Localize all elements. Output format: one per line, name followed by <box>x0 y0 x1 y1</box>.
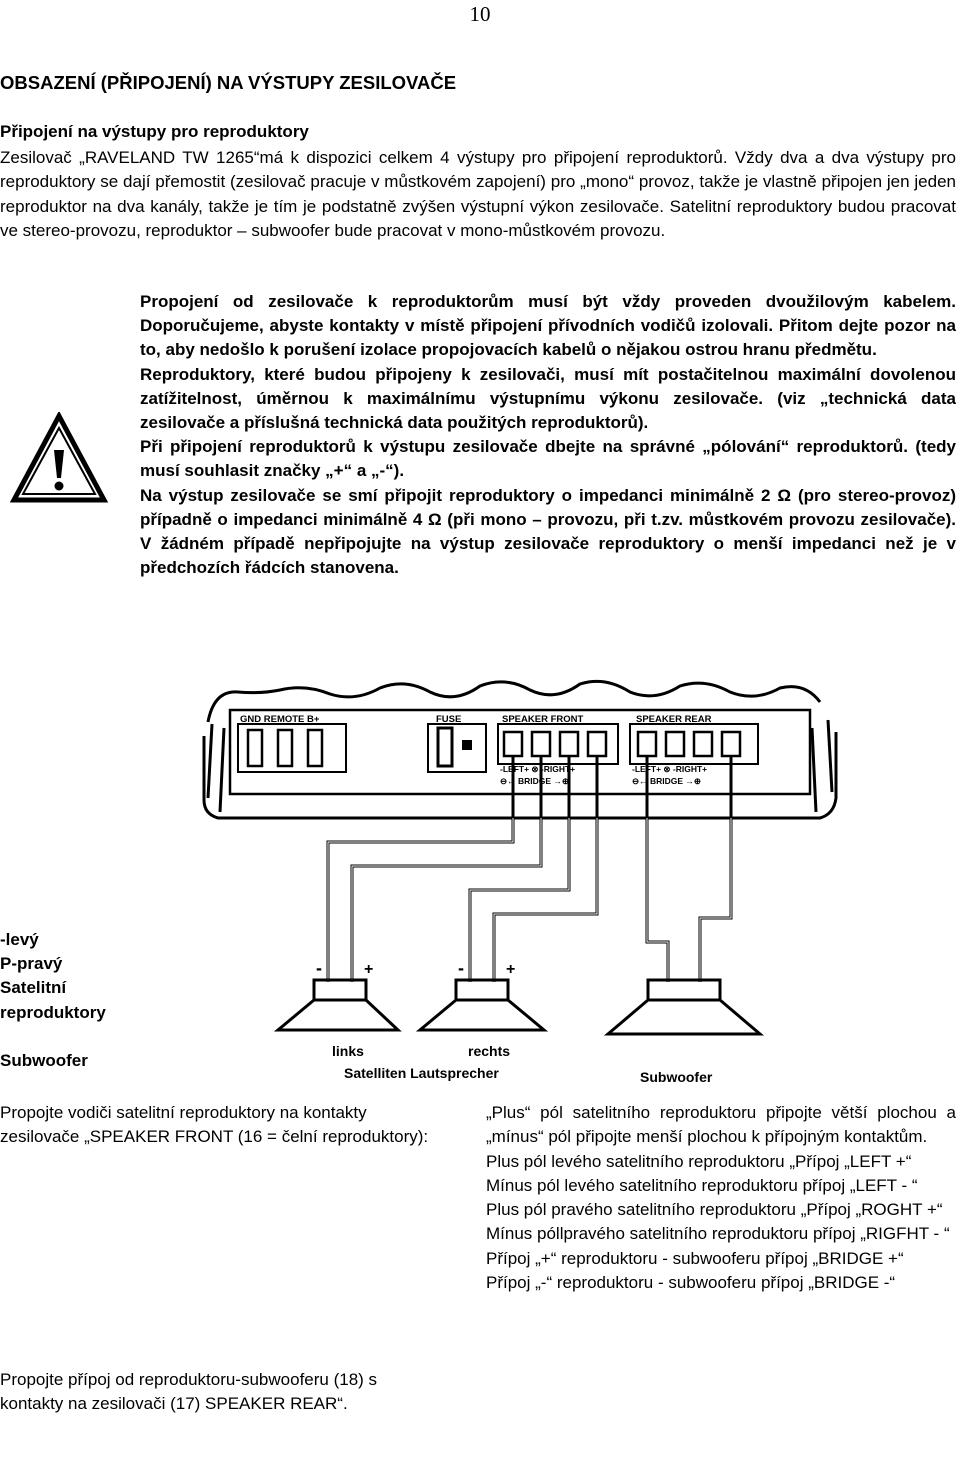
right-column-paragraph: Přípoj „-“ reproduktoru - subwooferu přípoj „BRIDGE -“ <box>486 1273 896 1293</box>
plus-label: + <box>364 961 374 978</box>
legend-line: reproduktory <box>0 1002 106 1022</box>
minus-label: - <box>458 958 464 978</box>
page-number: 10 <box>469 2 491 26</box>
warning-paragraph: Propojení od zesilovače k reproduktorům musí být vždy proveden dvoužilovým kabelem. Doporučujeme, abyste kontakty v místě připojení přívodních vodičů izolovali. Přitom dejte pozor na to, aby nedošlo k porušení izolace propojovacích kabelů o nějakou ostrou hranu předmětu. <box>140 292 956 360</box>
rear-bridge-label: ⊖← BRIDGE →⊕ <box>632 776 702 786</box>
satellites-caption: Satelliten Lautsprecher <box>344 1065 499 1081</box>
legend-line: -levý <box>0 930 39 949</box>
terminal-label: SPEAKER FRONT <box>502 714 584 725</box>
right-column-paragraph: Mínus pól levého satelitního reproduktoru přípoj „LEFT - “ <box>486 1175 918 1195</box>
left-column-paragraph: Propojte vodiči satelitní reproduktory na kontakty zesilovače „SPEAKER FRONT (16 = čelní reproduktory): <box>0 1103 429 1147</box>
links-label: links <box>332 1043 364 1059</box>
right-column-paragraph: Mínus póllpravého satelitního reproduktoru přípoj „RIGFHT - “ <box>486 1224 950 1244</box>
minus-label: - <box>316 958 322 978</box>
rechts-label: rechts <box>468 1043 511 1059</box>
warning-paragraph: Na výstup zesilovače se smí připojit reproduktory o impedanci minimálně 2 Ω (pro stereo-provoz) případně o impedanci minimálně 4 Ω (při mono – provozu, při t.zv. můstkovém provozu zesilovače). V žádném případě nepřipojujte na výstup zesilovače reproduktory o menší impedanci než je v předchozích řádcích stanovena. <box>140 485 956 578</box>
warning-paragraph: Při připojení reproduktorů k výstupu zesilovače dbejte na správné „pólování“ reproduktorů. (tedy musí souhlasit značky „+“ a „-“). <box>140 437 956 481</box>
terminal-label: SPEAKER REAR <box>636 714 712 725</box>
front-polarity-label: -LEFT+ ⊗ -RIGHT+ <box>500 764 576 774</box>
warning-icon <box>10 412 108 504</box>
diagram-legend <box>0 928 106 1073</box>
subwoofer-caption: Subwoofer <box>640 1069 713 1085</box>
plus-label: + <box>506 961 516 978</box>
right-column <box>486 1101 956 1295</box>
left-column-paragraph: Propojte přípoj od reproduktoru-subwooferu (18) s kontakty na zesilovači (17) SPEAKER REAR“. <box>0 1370 378 1414</box>
legend-line: Satelitní <box>0 978 67 998</box>
section-heading: OBSAZENÍ (PŘIPOJENÍ) NA VÝSTUPY ZESILOVAČE <box>0 72 457 93</box>
warning-paragraph: Reproduktory, které budou připojeny k zesilovači, musí mít postačitelnou maximální dovolenou zatížitelnost, úměrnou k maximálnímu výstupnímu výkonu zesilovače. (viz „technická data zesilovače a příslušná technická data použitých reproduktorů). <box>140 364 956 433</box>
warning-block <box>140 290 956 580</box>
right-column-paragraph: Plus pól levého satelitního reproduktoru „Přípoj „LEFT +“ <box>486 1151 912 1171</box>
wiring-diagram <box>200 672 840 1092</box>
rear-polarity-label: -LEFT+ ⊗ -RIGHT+ <box>632 764 708 774</box>
front-bridge-label: ⊖← BRIDGE →⊕ <box>500 776 570 786</box>
legend-line: Subwoofer <box>0 1050 88 1070</box>
legend-line <box>0 1025 106 1049</box>
intro-paragraph: Zesilovač „RAVELAND TW 1265“má k dispozici celkem 4 výstupy pro připojení reproduktorů. Vždy dva a dva výstupy pro reproduktory se dají přemostit (zesilovač pracuje v můstkovém zapojení) pro „mono“ provoz, takže je vlastně připojen jen jeden reproduktor na dva kanály, takže je tím je podstatně zvýšen výstupní výkon zesilovače. Satelitní reproduktory budou pracovat ve stereo-provozu, reproduktor – subwoofer bude pracovat v mono-můstkovém provozu. <box>0 148 956 240</box>
legend-line: P-pravý <box>0 954 63 974</box>
subheading: Připojení na výstupy pro reproduktory <box>0 122 309 141</box>
right-column-paragraph: Plus pól pravého satelitního reproduktoru „Přípoj „ROGHT +“ <box>486 1200 943 1220</box>
right-column-paragraph: Přípoj „+“ reproduktoru - subwooferu přípoj „BRIDGE +“ <box>486 1248 904 1268</box>
right-column-paragraph: „Plus“ pól satelitního reproduktoru připojte větší plochou a „mínus“ pól připojte menší plochou k přípojným kontaktům. <box>486 1103 956 1147</box>
terminal-label: FUSE <box>436 714 462 725</box>
terminal-label: GND REMOTE B+ <box>240 714 320 725</box>
